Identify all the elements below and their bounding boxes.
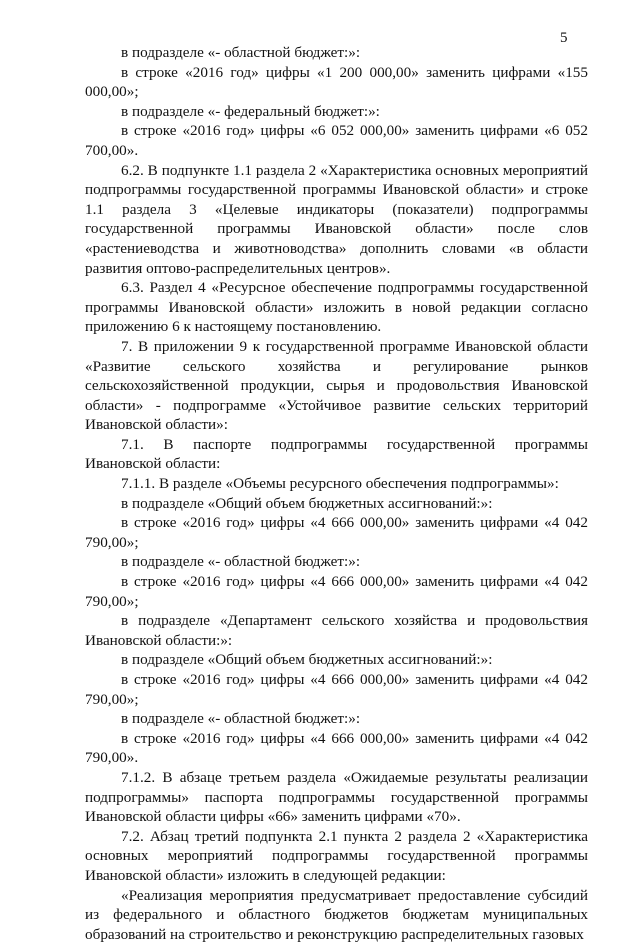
paragraph: в подразделе «- областной бюджет:»: <box>121 710 361 728</box>
paragraph: в подразделе «Общий объем бюджетных ассигнований:»: <box>121 651 493 669</box>
document-body <box>85 43 588 944</box>
paragraph: 7.2. Абзац третий подпункта 2.1 пункта 2 раздела 2 «Характеристика основных мероприятий подпрограммы государственной программы Ивановской области» изложить в следующей редакции: <box>85 827 588 884</box>
paragraph: в подразделе «- областной бюджет:»: <box>121 44 361 61</box>
paragraph: в строке «2016 год» цифры «4 666 000,00» заменить цифрами «4 042 790,00». <box>85 729 588 767</box>
paragraph: в строке «2016 год» цифры «6 052 000,00» заменить цифрами «6 052 700,00». <box>85 122 588 159</box>
paragraph: 6.3. Раздел 4 «Ресурсное обеспечение подпрограммы государственной программы Ивановской области» изложить в новой редакции согласно приложению 6 к настоящему постановлению. <box>85 279 588 336</box>
paragraph: 7. В приложении 9 к государственной программе Ивановской области «Развитие сельского хозяйства и регулирование рынков сельскохозяйственной продукции, сырья и продовольствия Ивановской области» - подпрограмме «Устойчивое развитие сельских территорий Ивановской области»: <box>85 337 588 434</box>
page-number: 5 <box>560 30 568 46</box>
paragraph: в строке «2016 год» цифры «4 666 000,00» заменить цифрами «4 042 790,00»; <box>85 514 588 551</box>
paragraph: 7.1.1. В разделе «Объемы ресурсного обеспечения подпрограммы»: <box>121 475 559 493</box>
paragraph: 7.1.2. В абзаце третьем раздела «Ожидаемые результаты реализации подпрограммы» паспорта подпрограммы государственной программы Ивановской области цифры «66» заменить цифрами «70». <box>85 768 588 826</box>
paragraph: 6.2. В подпункте 1.1 раздела 2 «Характеристика основных мероприятий подпрограммы государственной программы Ивановской области» и строке 1.1 раздела 3 «Целевые индикаторы (показатели) подпрограммы государственной программы Ивановской области» после слов «растениеводства и животноводства» дополнить словами «в области развития оптово-распределительных центров». <box>85 161 588 277</box>
paragraph: в подразделе «- федеральный бюджет:»: <box>121 102 380 120</box>
paragraph: в строке «2016 год» цифры «4 666 000,00» заменить цифрами «4 042 790,00»; <box>85 573 588 610</box>
paragraph: в строке «2016 год» цифры «1 200 000,00» заменить цифрами «155 000,00»; <box>85 63 588 101</box>
paragraph: в подразделе «Общий объем бюджетных ассигнований:»: <box>121 494 493 512</box>
paragraph: 7.1. В паспорте подпрограммы государственной программы Ивановской области: <box>85 435 588 473</box>
paragraph: в строке «2016 год» цифры «4 666 000,00» заменить цифрами «4 042 790,00»; <box>85 671 588 708</box>
paragraph: «Реализация мероприятия предусматривает предоставление субсидий из федерального и областного бюджетов бюджетам муниципальных образований на строительство и реконструкцию распределительных газовых <box>85 886 588 943</box>
paragraph: в подразделе «- областной бюджет:»: <box>121 553 361 571</box>
paragraph: в подразделе «Департамент сельского хозяйства и продовольствия Ивановской области:»: <box>85 612 588 649</box>
